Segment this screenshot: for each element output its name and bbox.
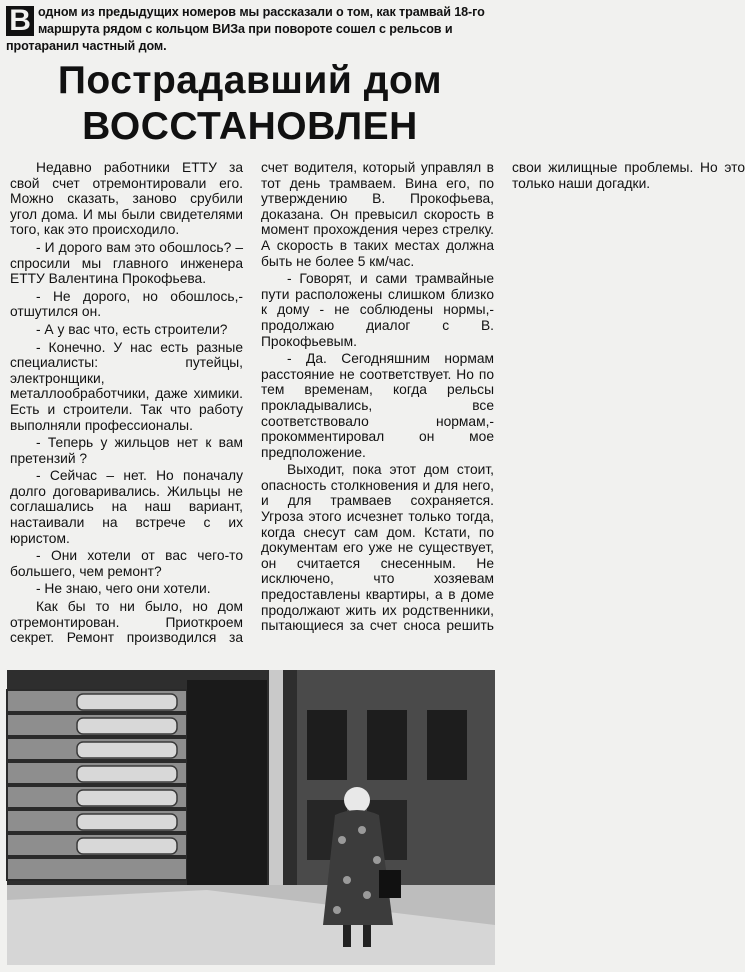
- dropcap: В: [6, 6, 34, 36]
- article-paragraph: Как бы то ни было, но дом отремонтирован. Приоткроем секрет. Ремонт производился за счет водителя, который управлял в тот день трамваем. Вина его, по утверждению В. Прокофьева, доказана. Он превысил скорость в момент прохождения через стрелку. А скорость в таких местах должна быть не более 5 км/час.: [10, 160, 494, 646]
- article-paragraph: - Говорят, и сами трамвайные пути расположены слишком близко к дому - не соблюдены нормы,- продолжаю диалог с В. Прокофьевым.: [261, 271, 494, 349]
- photo-illustration: [7, 670, 495, 965]
- article-paragraph: - Конечно. У нас есть разные специалисты: путейцы, электронщики, металлообработчики, даже химики. Есть и строители. Так что работу выполняли профессионалы.: [10, 339, 243, 433]
- article-paragraph: Недавно работники ЕТТУ за свой счет отремонтировали его. Можно сказать, заново срубили угол дома. И мы были свидетелями того, как это происходило.: [10, 160, 243, 238]
- headline-line-2: ВОССТАНОВЛЕН: [82, 105, 418, 148]
- article-paragraph: - Не дорого, но обошлось,- отшутился он.: [10, 288, 243, 320]
- lead-text: одном из предыдущих номеров мы рассказали о том, как трамвай 18-го маршрута рядом с кольцом ВИЗа при повороте сошел с рельсов и протаранил частный дом.: [6, 5, 485, 53]
- article-paragraph: - И дорого вам это обошлось? – спросили мы главного инженера ЕТТУ Валентина Прокофьева.: [10, 239, 243, 287]
- headline: [0, 58, 500, 150]
- article-paragraph: - Не знаю, чего они хотели.: [36, 581, 211, 597]
- article-paragraph: - Теперь у жильцов нет к вам претензий ?: [10, 435, 243, 466]
- lead-paragraph: [6, 4, 494, 55]
- article-paragraph: - А у вас что, есть строители?: [36, 321, 228, 337]
- article-paragraph: - Да. Сегодняшним нормам расстояние не соответствует. Но по тем временам, когда рельсы прокладывались, все соответствовало нормам,- прокомментировал он мое предположение.: [261, 351, 494, 460]
- article-paragraph: - Сейчас – нет. Но поначалу долго договаривались. Жильцы не соглашались на наш вариант, настаивали на встрече с их юристом.: [10, 468, 243, 546]
- article-body: [10, 160, 745, 648]
- article-photo: [7, 670, 495, 965]
- article-paragraph: Выходит, пока этот дом стоит, опасность столкновения и для него, и для трамваев сохраняется. Угроза этого исчезнет только тогда, когда снесут сам дом. Кстати, по документам его уже не существует, он считается снесенным. Не исключено, что хозяевам предоставлены квартиры, а в доме продолжают жить их родственники, пытающиеся за счет сноса решить свои жилищные проблемы. Но это только наши догадки.: [261, 160, 745, 634]
- headline-line-1: Пострадавший дом: [57, 59, 443, 102]
- article-paragraph: - Они хотели от вас чего-то большего, чем ремонт?: [10, 548, 243, 579]
